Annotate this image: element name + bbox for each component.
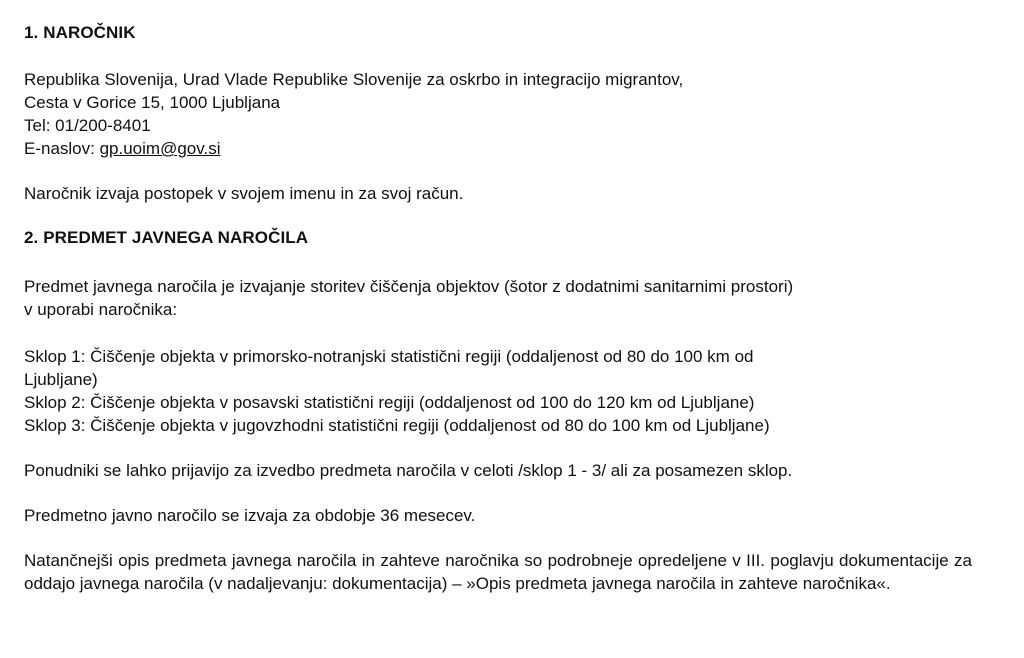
email-link[interactable]: gp.uoim@gov.si (99, 139, 221, 158)
email-line (24, 137, 1004, 160)
lot-2-line: Sklop 2: Čiščenje objekta v posavski statistični regiji (oddaljenost od 100 do 120 km od Ljubljane) (24, 393, 755, 412)
period-paragraph: Predmetno javno naročilo se izvaja za obdobje 36 mesecev. (24, 506, 476, 525)
subject-paragraph (24, 275, 1004, 321)
section-2-heading: 2. PREDMET JAVNEGA NAROČILA (24, 228, 309, 247)
bidding-paragraph: Ponudniki se lahko prijavijo za izvedbo predmeta naročila v celoti /sklop 1 - 3/ ali za posamezen sklop. (24, 461, 793, 480)
description-paragraph: Natančnejši opis predmeta javnega naročila in zahteve naročnika so podrobneje opredeljene v III. poglavju dokumentacije za oddajo javnega naročila (v nadaljevanju: dokumentacija) – »Opis predmeta javnega naročila in zahteve naročnika«. (24, 551, 972, 593)
email-label: E-naslov: (24, 139, 100, 158)
address-line: Cesta v Gorice 15, 1000 Ljubljana (24, 93, 281, 112)
own-name-statement: Naročnik izvaja postopek v svojem imenu in za svoj račun. (24, 184, 464, 203)
contracting-authority-address (24, 68, 1004, 160)
address-line: Republika Slovenija, Urad Vlade Republike Slovenije za oskrbo in integracijo migrantov, (24, 70, 684, 89)
lot-3-line: Sklop 3: Čiščenje objekta v jugovzhodni statistični regiji (oddaljenost od 80 do 100 km od Ljubljane) (24, 416, 770, 435)
subject-line: Predmet javnega naročila je izvajanje storitev čiščenja objektov (šotor z dodatnimi sanitarnimi prostori) (24, 277, 794, 296)
lots-list (24, 345, 1004, 437)
phone-line: Tel: 01/200-8401 (24, 116, 151, 135)
subject-line: v uporabi naročnika: (24, 300, 178, 319)
lot-1-line: Sklop 1: Čiščenje objekta v primorsko-notranjski statistični regiji (oddaljenost od 80 do 100 km od (24, 347, 754, 366)
lot-1-line-continued: Ljubljane) (24, 370, 98, 389)
section-1-heading: 1. NAROČNIK (24, 23, 136, 42)
document-page (24, 18, 1004, 595)
